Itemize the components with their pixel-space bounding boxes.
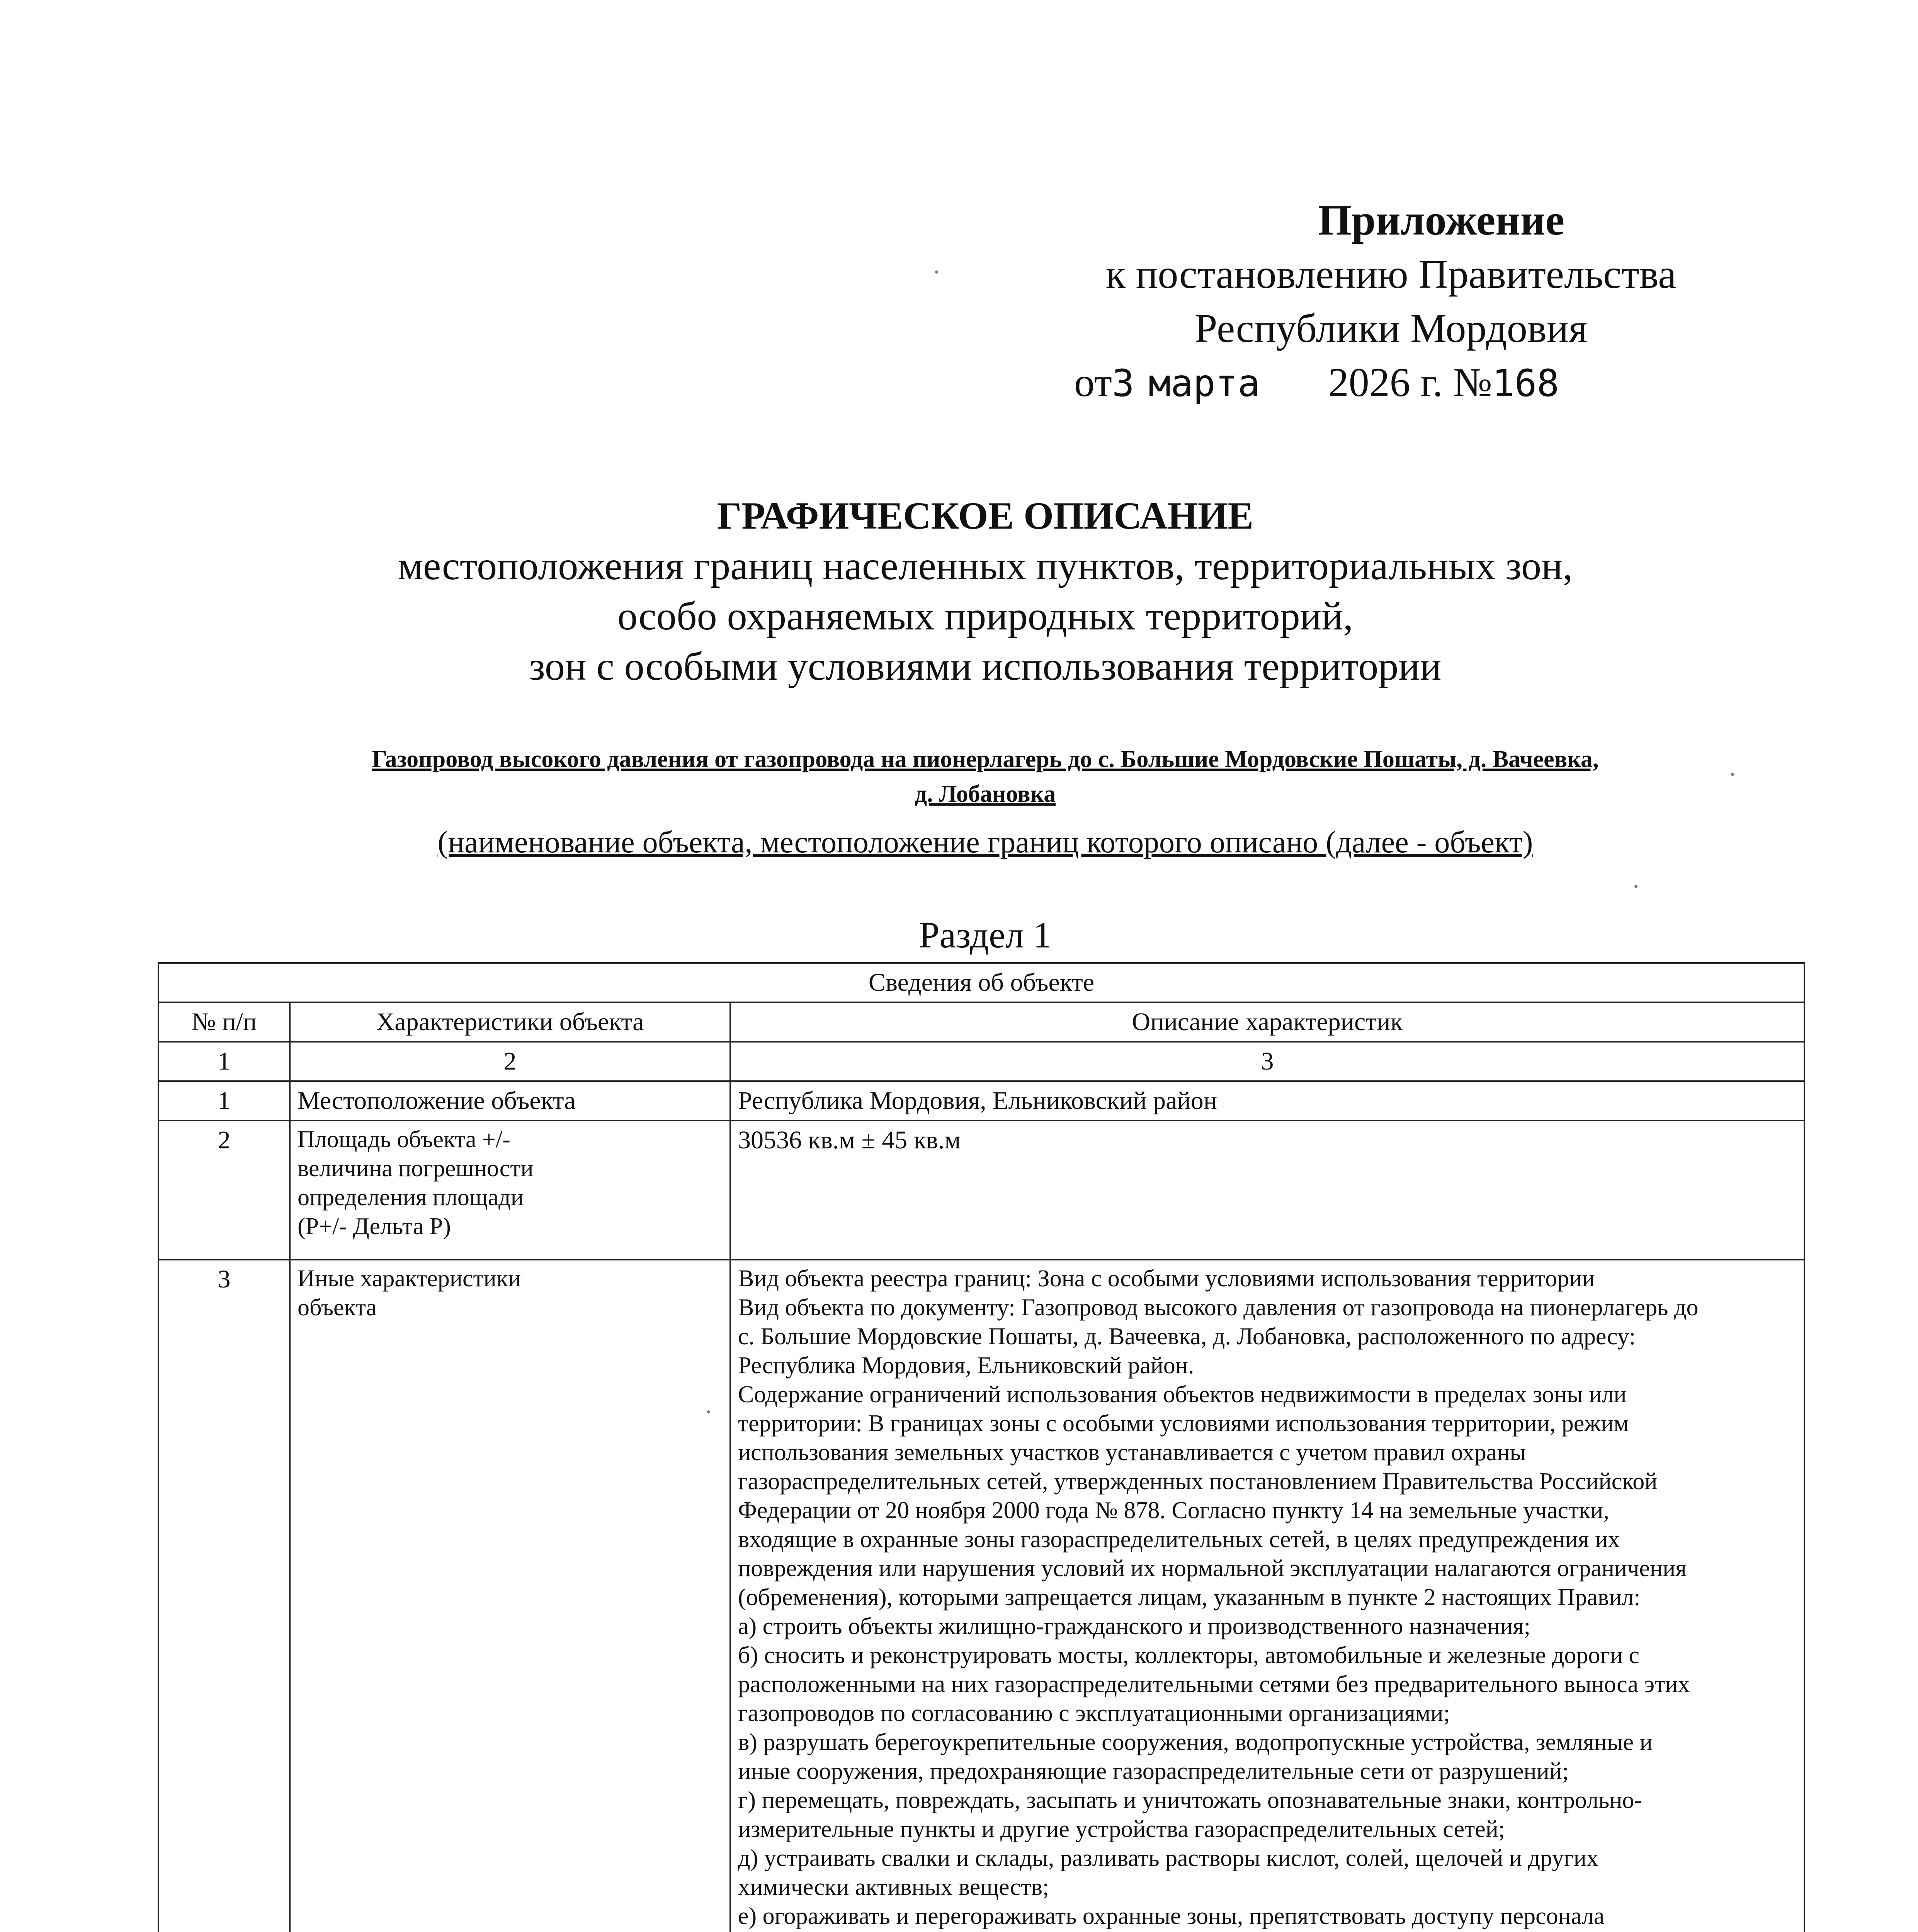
heading-line-2: особо охраняемых природных территорий, bbox=[617, 594, 1353, 638]
characteristic-line: Иные характеристики bbox=[298, 1265, 521, 1292]
index-cell-2: 2 bbox=[290, 1042, 730, 1081]
row-characteristic bbox=[290, 1260, 730, 1932]
object-caption: (наименование объекта, местоположение границ которого описано (далее - объект) bbox=[437, 825, 1533, 859]
row-description bbox=[730, 1260, 1804, 1932]
date-prefix: от bbox=[1074, 360, 1112, 405]
row-characteristic bbox=[290, 1121, 730, 1260]
main-heading bbox=[155, 491, 1816, 692]
description-line: в) разрушать берегоукрепительные сооружения, водопропускные устройства, земляные и bbox=[738, 1729, 1653, 1755]
section-label: Раздел 1 bbox=[919, 914, 1052, 956]
row-description: Республика Мордовия, Ельниковский район bbox=[730, 1081, 1804, 1121]
description-line: Вид объекта по документу: Газопровод высокого давления от газопровода на пионерлагерь до bbox=[738, 1294, 1699, 1321]
description-line: Федерации от 20 ноября 2000 года № 878. Согласно пункту 14 на земельные участки, bbox=[738, 1497, 1609, 1524]
description-line: г) перемещать, повреждать, засыпать и уничтожать опознавательные знаки, контрольно- bbox=[738, 1787, 1643, 1813]
row-description: 30536 кв.м ± 45 кв.м bbox=[730, 1121, 1804, 1260]
row-num: 2 bbox=[158, 1121, 290, 1260]
appendix-title: Приложение bbox=[1318, 196, 1565, 244]
appendix-date bbox=[1043, 355, 1739, 410]
description-line: (обременения), которыми запрещается лицам, указанным в пункте 2 настоящих Правил: bbox=[738, 1584, 1641, 1611]
description-line: с. Большие Мордовские Пошаты, д. Вачеевка, д. Лобановка, расположенного по адресу: bbox=[738, 1323, 1636, 1350]
description-line: газопроводов по согласованию с эксплуатационными организациями; bbox=[738, 1700, 1450, 1726]
date-year: 2026 г. № bbox=[1328, 360, 1492, 405]
description-line: иные сооружения, предохраняющие газораспределительные сети от разрушений; bbox=[738, 1758, 1569, 1784]
header-num: № п/п bbox=[158, 1002, 290, 1042]
object-name-line-1: Газопровод высокого давления от газопровода на пионерлагерь до с. Большие Мордовские Пошаты, д. Вачеевка, bbox=[372, 746, 1599, 772]
description-line: территории: В границах зоны с особыми условиями использования территории, режим bbox=[738, 1410, 1629, 1437]
table-title: Сведения об объекте bbox=[158, 963, 1804, 1002]
description-line: Республика Мордовия, Ельниковский район. bbox=[738, 1352, 1194, 1379]
heading-line-1: местоположения границ населенных пунктов, территориальных зон, bbox=[398, 544, 1573, 588]
index-cell-3: 3 bbox=[730, 1042, 1804, 1081]
header-characteristic: Характеристики объекта bbox=[290, 1002, 730, 1042]
scan-speck bbox=[1731, 773, 1734, 776]
table-header-row bbox=[158, 1002, 1804, 1042]
description-line: химически активных веществ; bbox=[738, 1874, 1049, 1900]
date-day: 3 bbox=[1112, 362, 1134, 405]
heading-title: ГРАФИЧЕСКОЕ ОПИСАНИЕ bbox=[717, 494, 1254, 537]
characteristic-line: объекта bbox=[298, 1294, 377, 1321]
row-num: 3 bbox=[158, 1260, 290, 1932]
object-name-line-2: д. Лобановка bbox=[915, 781, 1056, 807]
description-line: б) сносить и реконструировать мосты, коллекторы, автомобильные и железные дороги с bbox=[738, 1642, 1639, 1668]
scan-speck bbox=[935, 270, 938, 274]
object-info-table bbox=[158, 962, 1805, 1932]
description-line: Вид объекта реестра границ: Зона с особыми условиями использования территории bbox=[738, 1265, 1595, 1292]
document-number: 168 bbox=[1492, 362, 1559, 405]
scan-speck bbox=[707, 1410, 710, 1413]
table-index-row bbox=[158, 1042, 1804, 1081]
characteristic-line: величина погрешности bbox=[298, 1155, 534, 1182]
description-line: газораспределительных сетей, утвержденных постановлением Правительства Российской bbox=[738, 1468, 1658, 1495]
table-title-row bbox=[158, 963, 1804, 1002]
row-characteristic: Местоположение объекта bbox=[290, 1081, 730, 1121]
description-line: повреждения или нарушения условий их нормальной эксплуатации налагаются ограничения bbox=[738, 1555, 1687, 1582]
description-line: измерительные пункты и другие устройства газораспределительных сетей; bbox=[738, 1816, 1505, 1842]
description-line: д) устраивать свалки и склады, разливать растворы кислот, солей, щелочей и других bbox=[738, 1845, 1598, 1871]
scan-speck bbox=[1634, 885, 1637, 888]
description-line: Содержание ограничений использования объектов недвижимости в пределах зоны или bbox=[738, 1381, 1627, 1408]
table-row bbox=[158, 1081, 1804, 1121]
header-description: Описание характеристик bbox=[730, 1002, 1804, 1042]
row-num: 1 bbox=[158, 1081, 290, 1121]
characteristic-line: определения площади bbox=[298, 1184, 524, 1211]
index-cell-1: 1 bbox=[158, 1042, 290, 1081]
appendix-line-2: Республики Мордовия bbox=[1194, 306, 1588, 351]
description-line: использования земельных участков устанавливается с учетом правил охраны bbox=[738, 1439, 1526, 1466]
object-name-block bbox=[193, 742, 1777, 862]
appendix-line-1: к постановлению Правительства bbox=[1105, 252, 1677, 297]
characteristic-line: Площадь объекта +/- bbox=[298, 1126, 510, 1153]
description-line: входящие в охранные зоны газораспределительных сетей, в целях предупреждения их bbox=[738, 1526, 1620, 1553]
date-month: марта bbox=[1148, 362, 1260, 405]
appendix-block bbox=[1043, 193, 1739, 410]
table-row bbox=[158, 1121, 1804, 1260]
table-row bbox=[158, 1260, 1804, 1932]
description-line: е) огораживать и перегораживать охранные зоны, препятствовать доступу персонала bbox=[738, 1903, 1605, 1929]
description-line: а) строить объекты жилищно-гражданского и производственного назначения; bbox=[738, 1613, 1530, 1639]
description-line: расположенными на них газораспределительными сетями без предварительного выноса этих bbox=[738, 1671, 1690, 1697]
heading-line-3: зон с особыми условиями использования территории bbox=[529, 644, 1442, 689]
characteristic-line: (P+/- Дельта P) bbox=[298, 1213, 451, 1240]
